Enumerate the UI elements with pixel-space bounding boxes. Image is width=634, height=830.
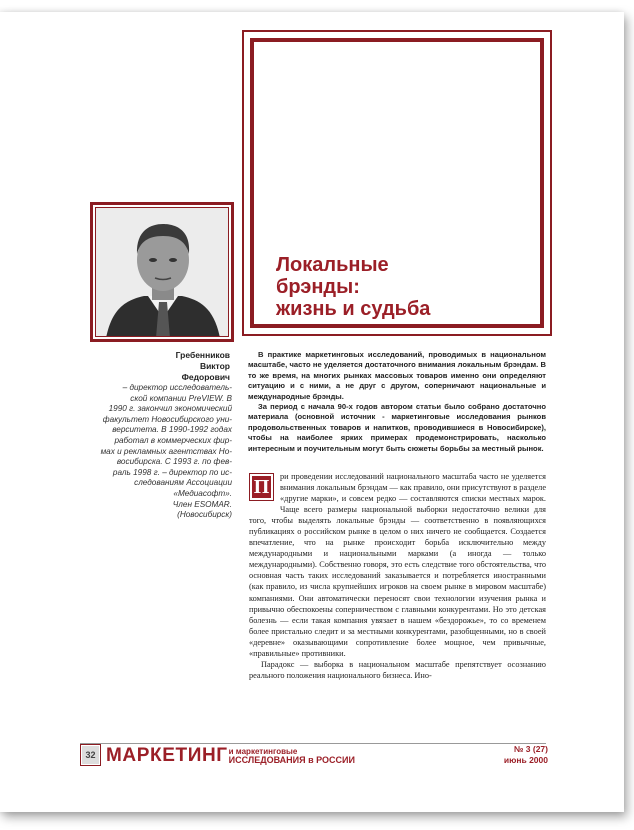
bio-line: верситета. В 1990-1992 годах <box>112 425 232 435</box>
article-title: Локальные брэнды: жизнь и судьба <box>276 254 431 320</box>
page-number-box <box>80 744 101 766</box>
bio-line: раль 1998 г. – директор по ис- <box>112 467 232 477</box>
bio-line: факультет Новосибирского уни- <box>102 414 232 424</box>
article-lead <box>248 350 546 454</box>
body-paragraph: Парадокс — выборка в национальном масштабе препятствует осознанию реального положения национального бизнеса. Ино- <box>249 659 546 680</box>
page-number: 32 <box>82 746 99 764</box>
bio-line: следованиям Ассоциации <box>134 478 232 488</box>
author-first-name: Виктор <box>199 361 230 371</box>
article-body <box>249 471 546 681</box>
bio-line: Член ESOMAR. <box>172 499 232 509</box>
issue-number: № 3 (27) <box>513 744 548 754</box>
lead-paragraph: За период с начала 90-х годов автором статьи было собрано достаточно материала (основной источник - маркетинговые исследования рынков продовольственных товаров и напитков, проводившиеся в Новосибирске), чтобы на наиболее ярких примерах продемонстрировать, насколько интересным и поучительным могут быть сюжеты борьбы за местный рынок. <box>248 402 546 453</box>
bio-line: – директор исследователь- <box>122 383 232 392</box>
drop-cap-letter: П <box>253 476 270 498</box>
author-photo <box>95 207 229 337</box>
issue-info <box>468 744 548 766</box>
bio-line: ской компании PreVIEW. В <box>130 393 232 403</box>
issue-date: июнь 2000 <box>503 755 548 765</box>
bio-line: работал в коммерческих фир- <box>114 435 232 445</box>
author-name <box>80 350 230 383</box>
magazine-logo <box>106 745 355 767</box>
author-bio <box>80 383 232 521</box>
bio-line: восибирска. С 1993 г. по фев- <box>116 457 232 467</box>
magazine-subtitle-line2: ИССЛЕДОВАНИЯ в РОССИИ <box>228 755 355 765</box>
author-surname: Гребенников <box>175 350 230 360</box>
lead-paragraph: В практике маркетинговых исследований, проводимых в национальном масштабе, часто не уделяется достаточного внимания локальным брэндам. В то же время, на многих рынках массовых товаров именно они определяют ситуацию и с ними, а не друг с другом, соперничают национальные и международные брэнды. <box>248 350 546 401</box>
magazine-subtitle-line1: и маркетинговые <box>228 747 298 756</box>
magazine-title: МАРКЕТИНГ <box>106 745 228 766</box>
title-frame <box>242 30 552 336</box>
author-patronymic: Федорович <box>181 372 230 382</box>
bio-line: (Новосибирск) <box>177 510 232 520</box>
author-photo-frame <box>90 202 234 342</box>
bio-line: «Медиасофт». <box>173 488 232 498</box>
body-paragraph: ри проведении исследований национального масштаба часто не уделяется внимания локальным брэндам — как правило, они присутствуют в разделе «другие марки», и совсем редко — составляются списки местных марок. Чаще всего размеры национальной выборки недостаточно велики для того, чтобы выделять локальные брэнды — соответственно в появляющихся публикациях о российском рынке в целом о них ничего не сообщается. Создается впечатление, что на рынке происходит борьба исключительно между международными и национальными марками (а иногда — только международными). Собственно говоря, это есть следствие того обстоятельства, что основная часть таких исследований заказывается и потребляется иностранными (как правило, из числа крупнейших игроков на своем рынке в мировом масштабе) компаниями. Они автоматически переносят свои технологии изучения рынка и привычно обеспокоены соперничеством с главными конкурентами. Но это детская болезнь — если такая компания увязает в нашем «бездорожье», то со временем более пристально следит и за местными конкурентами, разобщенными, но в своей «деревне» оказывающими сопротивление более мощное, чем привычные, «правильные» противники. <box>249 472 546 658</box>
title-frame-inner <box>250 38 544 328</box>
bio-line: 1990 г. закончил экономический <box>108 404 232 414</box>
magazine-subtitle <box>229 747 355 765</box>
bio-line: мах и рекламных агентствах Но- <box>100 446 232 456</box>
drop-cap <box>249 473 274 501</box>
